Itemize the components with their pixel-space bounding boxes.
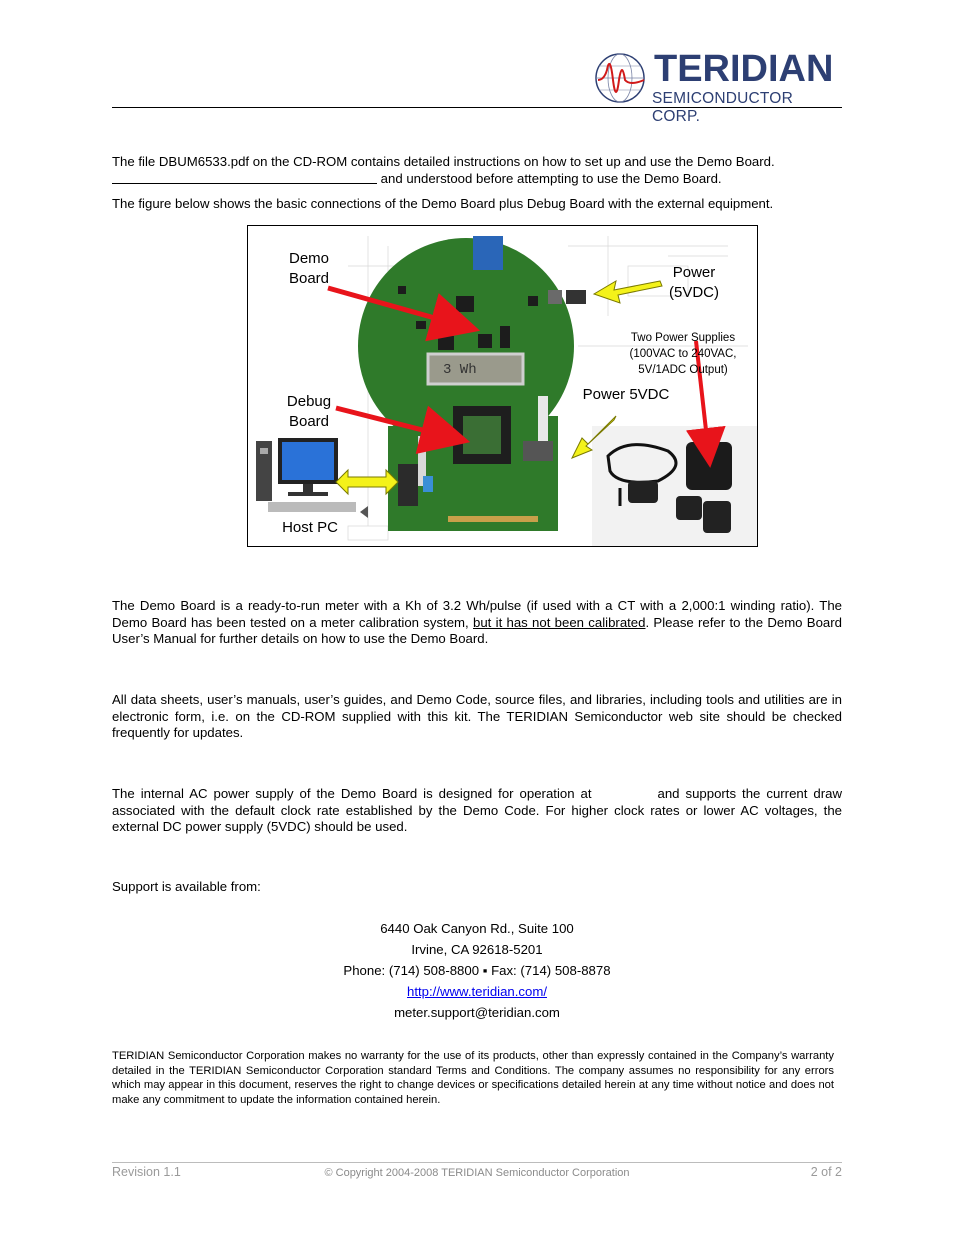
teridian-logo bbox=[594, 46, 844, 125]
lcd-readout: 3 Wh bbox=[443, 362, 477, 378]
intro-paragraph-1 bbox=[112, 154, 842, 187]
label-demo-board bbox=[283, 249, 335, 289]
logo-sine-globe-icon bbox=[594, 50, 650, 110]
demo-board-text-b: . Please refer to the Demo Board User’s Manual for further details on how to use the Demo Board. bbox=[112, 614, 842, 646]
label-two-power-supplies bbox=[610, 330, 756, 378]
not-calibrated-text: but it has not been calibrated bbox=[473, 614, 646, 630]
contact-address-2: Irvine, CA 92618-5201 bbox=[411, 942, 543, 957]
header-rule bbox=[112, 107, 842, 108]
disclaimer: TERIDIAN Semiconductor Corporation makes no warranty for the use of its products, other than expressly contained in the Company’s warranty detailed in the TERIDIAN Semiconductor Corporation standard Terms and Conditions. The company assumes no responsibility for any errors which may appear in this document, reserves the right to change devices or specifications detailed herein at any time without notice and does not make any commitment to update the information contained herein. bbox=[112, 1050, 834, 1106]
power-supply-photo bbox=[592, 426, 757, 546]
intro-paragraph-2: The figure below shows the basic connections of the Demo Board plus Debug Board with the external equipment. bbox=[112, 196, 774, 211]
intro-text-1: The file DBUM6533.pdf on the CD-ROM contains detailed instructions on how to set up and use the Demo Board. bbox=[112, 154, 775, 169]
label-supplies-line3: 5V/1ADC Output) bbox=[638, 364, 728, 376]
footer-revision: Revision 1.1 bbox=[112, 1165, 181, 1179]
label-demo-board-line1: Demo bbox=[288, 250, 329, 267]
support-intro: Support is available from: bbox=[112, 879, 261, 894]
label-power-line2: (5VDC) bbox=[668, 284, 719, 301]
contact-email: meter.support@teridian.com bbox=[394, 1005, 560, 1020]
documentation-paragraph: All data sheets, user’s manuals, user’s guides, and Demo Code, source files, and libraries, including tools and utilities are in electronic form, i.e. on the CD-ROM supplied with this kit. The TERIDIAN Semiconductor web site should be checked frequently for updates. bbox=[112, 692, 842, 740]
label-supplies-line1: Two Power Supplies bbox=[630, 332, 736, 344]
label-power-line1: Power bbox=[672, 264, 716, 281]
power-jack bbox=[566, 290, 586, 304]
blank-underline bbox=[112, 171, 377, 184]
footer-copyright: © Copyright 2004-2008 TERIDIAN Semiconductor Corporation bbox=[324, 1167, 630, 1179]
logo-wordmark: TERIDIAN bbox=[654, 48, 834, 90]
intro-text-1-cont: and understood before attempting to use the Demo Board. bbox=[380, 170, 722, 186]
contact-address-1: 6440 Oak Canyon Rd., Suite 100 bbox=[380, 921, 574, 936]
demo-board-paragraph bbox=[112, 598, 842, 648]
footer-rule bbox=[112, 1162, 842, 1163]
logo-subtext: SEMICONDUCTOR CORP. bbox=[652, 90, 793, 125]
label-power bbox=[658, 263, 730, 303]
power-supply-text-a: The internal AC power supply of the Demo Board is designed for operation at bbox=[112, 786, 592, 801]
contact-phone: Phone: (714) 508-8800 ▪ Fax: (714) 508-8878 bbox=[343, 963, 611, 978]
footer-page-number: 2 of 2 bbox=[810, 1165, 842, 1179]
connection-figure bbox=[247, 225, 758, 547]
transformer-component bbox=[473, 236, 503, 270]
label-demo-board-line2: Board bbox=[288, 270, 330, 287]
serial-connection-arrow bbox=[336, 470, 398, 494]
contact-url-wrapper bbox=[112, 984, 842, 999]
label-host-pc: Host PC bbox=[282, 519, 338, 536]
label-power-5vdc: Power 5VDC bbox=[582, 386, 670, 403]
label-debug-board bbox=[280, 392, 338, 432]
label-debug-board-line1: Debug bbox=[286, 393, 332, 410]
label-debug-board-line2: Board bbox=[288, 413, 330, 430]
contact-url-link[interactable]: http://www.teridian.com/ bbox=[407, 984, 547, 999]
power-supply-text-b: and supports the current draw associated with the default clock rate established by the Demo Code. For higher clock rates or lower AC voltages, the external DC power supply (5VDC) should be used. bbox=[112, 786, 842, 834]
demo-board-text-a: The Demo Board is a ready-to-run meter with a Kh of 3.2 Wh/pulse (if used with a CT with a 2,000:1 winding ratio). The Demo Board has been tested on a meter calibration system, bbox=[112, 598, 842, 630]
label-supplies-line2: (100VAC to 240VAC, bbox=[629, 348, 737, 360]
power-supply-paragraph bbox=[112, 786, 842, 836]
